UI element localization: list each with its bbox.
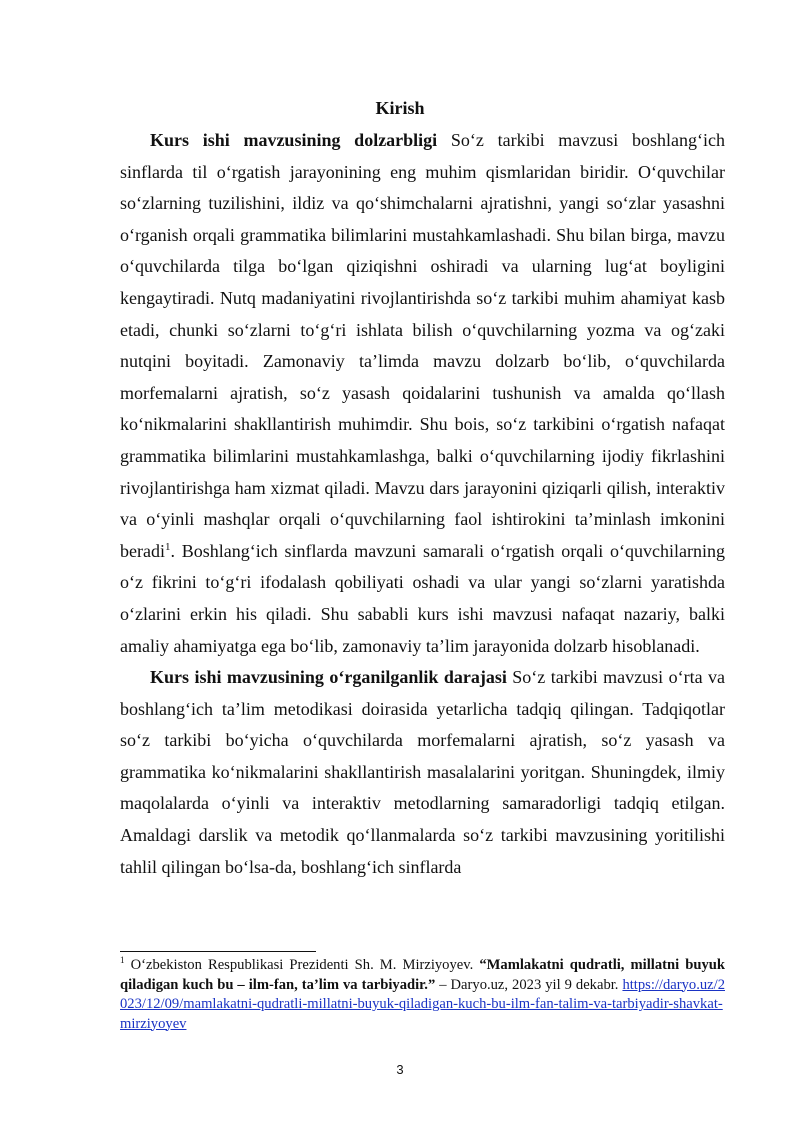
footnote-separator	[120, 951, 316, 952]
footnote-link[interactable]: https://daryo.uz/2023/12/09/mamlakatni-qudratli-millatni-buyuk-qiladigan-kuch-bu-ilm-fan-talim-va-tarbiyadir-shavkat-mirziyoyev	[120, 976, 725, 1032]
footnote-author: O‘zbekiston Respublikasi Prezidenti Sh. M. Mirziyoyev.	[124, 957, 480, 973]
paragraph-text: . Boshlang‘ich sinflarda mavzuni samarali o‘rgatish orqali o‘quvchilarning o‘z fikrini to‘g‘ri ifodalash qobiliyati oshadi va ular yangi so‘zlarni yaratishda o‘zlarini erkin his qiladi. Shu sababli kurs ishi mavzusi nafaqat nazariy, balki amaliy ahamiyatga ega bo‘lib, zamonaviy ta’lim jarayonida dolzarb hisoblanadi.	[120, 540, 725, 656]
body-text	[120, 125, 725, 883]
paragraph-study-level	[120, 662, 725, 883]
footnote-title: “Mamlakatni qudratli, millatni buyuk qiladigan kuch bu – ilm-fan, ta’lim va tarbiyadir.”	[120, 957, 725, 993]
footnote-source: – Daryo.uz, 2023 yil 9 dekabr.	[435, 976, 623, 993]
paragraph-text: So‘z tarkibi mavzusi boshlang‘ich sinflarda til o‘rgatish jarayonining eng muhim qismlaridan biridir. O‘quvchilar so‘zlarning tuzilishini, ildiz va qo‘shimchalarni ajratishni, yangi so‘zlar yasashni o‘rganish orqali grammatika bilimlarini mustahkamlashadi. Shu bilan birga, mavzu o‘quvchilarda tilga bo‘lgan qiziqishni oshiradi va ularning lug‘at boyligini kengaytiradi. Nutq madaniyatini rivojlantirishda so‘z tarkibi muhim ahamiyat kasb etadi, chunki so‘zlarni to‘g‘ri ishlata bilish o‘quvchilarning yozma va og‘zaki nutqini boyitadi. Zamonaviy ta’limda mavzu dolzarb bo‘lib, o‘quvchilarda morfemalarni ajratish, so‘z yasash qoidalarini tushunish va amalda qo‘llash ko‘nikmalarini shakllantirish muhimdir. Shu bois, so‘z tarkibini o‘rgatish nafaqat grammatika bilimlarini mustahkamlashga, balki o‘quvchilarning ijodiy fikrlashini rivojlantirishga ham xizmat qiladi. Mavzu dars jarayonini qiziqarli qilish, interaktiv va o‘yinli mashqlar orqali o‘quvchilarning faol ishtirokini ta’minlash imkonini beradi	[120, 130, 725, 561]
section-heading: Kirish	[375, 98, 425, 118]
paragraph-lead: Kurs ishi mavzusining o‘rganilganlik darajasi	[150, 667, 507, 688]
page-number: 3	[396, 1062, 404, 1077]
paragraph-relevance	[120, 125, 725, 662]
footnote-reference: 1	[164, 540, 171, 553]
footnote-mark: 1	[120, 955, 125, 966]
paragraph-text: So‘z tarkibi mavzusi o‘rta va boshlang‘ich ta’lim metodikasi doirasida yetarlicha tadqiq qilingan. Tadqiqotlar so‘z tarkibi bo‘yicha o‘quvchilarda morfemalarni ajratish, so‘z yasash va grammatika ko‘nikmalarini shakllantirish masalalarini yoritgan. Shuningdek, ilmiy maqolalarda o‘yinli va interaktiv metodlarning samaradorligi tadqiq etilgan. Amaldagi darslik va metodik qo‘llanmalarda so‘z tarkibi mavzusining yoritilishi tahlil qilingan bo‘lsa-da, boshlang‘ich sinflarda	[120, 667, 725, 877]
footnote	[120, 956, 725, 1034]
paragraph-lead: Kurs ishi mavzusining dolzarbligi	[150, 130, 438, 150]
